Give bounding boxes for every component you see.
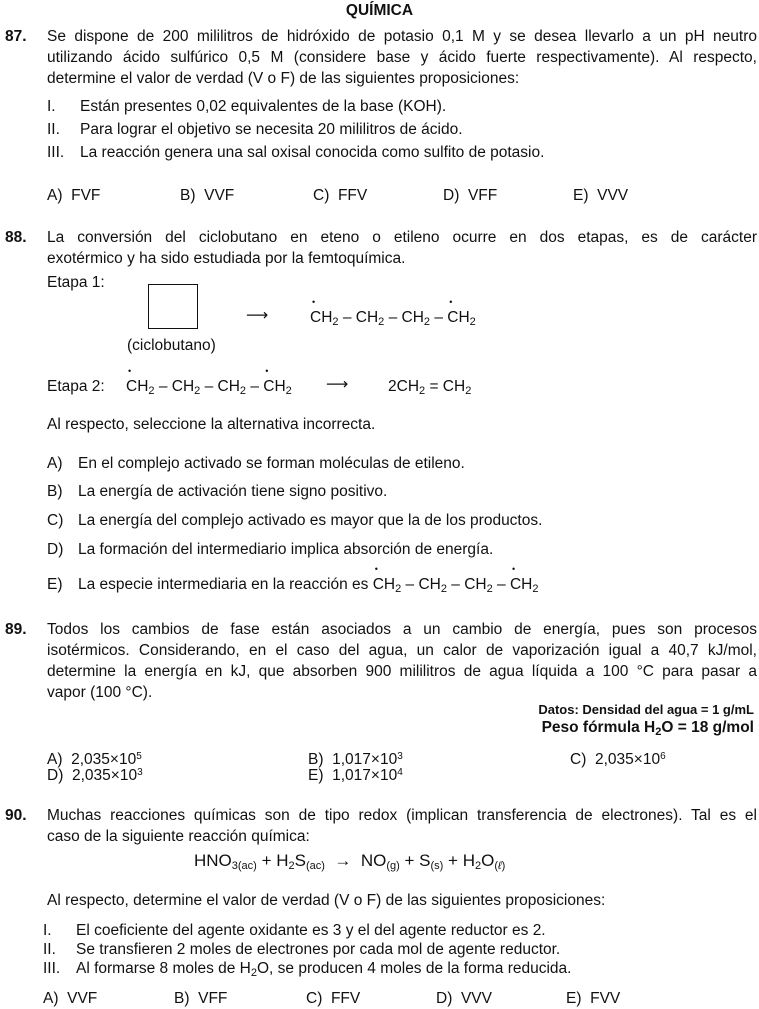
diradical-chain: • $CH_2 - CH_2 - CH_2$ – • $CH_2$ <box>373 576 539 593</box>
answer-option[interactable]: A) $2,035\times 10^5$ <box>47 751 142 768</box>
answer-option[interactable]: D) VFF <box>443 187 498 204</box>
text-line: Se dispone de 200 mililitros de hidróxido de potasio 0,1 M y se desea llevarlo a un pH neutro <box>47 28 757 45</box>
question-number: 88. <box>5 229 27 246</box>
answer-option[interactable]: D) VVV <box>436 990 492 1007</box>
ethylene-product: $2CH_2 = CH_2$ <box>388 378 472 397</box>
radical-carbon: • CH <box>510 576 532 594</box>
proposition-number: I. <box>43 922 52 939</box>
answer-option[interactable]: A) VVF <box>43 990 98 1007</box>
question-prompt: Al respecto, determine el valor de verdad (V o F) de las siguientes proposiciones: <box>47 892 606 909</box>
datos-formula-weight: Peso fórmula $H_2O = 18$ g/mol <box>541 719 754 738</box>
text-line: determine el valor de verdad (V o F) de las siguientes proposiciones: <box>47 70 520 87</box>
proposition-text: Están presentes 0,02 equivalentes de la base (KOH). <box>80 98 447 115</box>
proposition-text: Para lograr el objetivo se necesita 20 mililitros de ácido. <box>80 121 463 138</box>
radical-carbon: • CH <box>447 309 469 327</box>
proposition-number: III. <box>47 144 65 161</box>
redox-equation: $HNO_{3(ac)} + H_2S_{(ac)} \to NO_{(g)} + S_{(s)} + H_2O_{(\ell)}$ <box>194 851 506 872</box>
datos-density: Datos: Densidad del agua = 1 g/mL <box>538 702 754 717</box>
answer-option[interactable]: E) FVV <box>566 990 621 1007</box>
text-line: Todos los cambios de fase están asociados a un cambio de energía, pues son procesos <box>47 621 757 638</box>
proposition-number: III. <box>43 960 61 977</box>
text-line: caso de la siguiente reacción química: <box>47 828 310 845</box>
answer-option-letter[interactable]: E) <box>47 576 63 593</box>
text-line: La conversión del ciclobutano en eteno o etileno ocurre en dos etapas, es de carácter <box>47 229 757 246</box>
question-90-text <box>47 805 757 847</box>
proposition-number: I. <box>47 98 56 115</box>
answer-option[interactable]: C) $2,035\times 10^6$ <box>570 751 666 768</box>
answer-option-letter[interactable]: D) <box>47 541 64 558</box>
text-line: determine la energía en kJ, que absorben 900 mililitros de agua líquida a 100 °C para pasar a <box>47 663 757 680</box>
answer-option-text[interactable]: La especie intermediaria en la reacción es • $CH_2 - CH_2 - CH_2$ – • $CH_2$ <box>78 576 538 595</box>
proposition-text: Se transfieren 2 moles de electrones por cada mol de agente reductor. <box>76 941 561 958</box>
answer-option-text[interactable]: La formación del intermediario implica absorción de energía. <box>78 541 494 558</box>
proposition-number: II. <box>47 121 60 138</box>
proposition-text: La reacción genera una sal oxisal conocida como sulfito de potasio. <box>80 144 545 161</box>
answer-option[interactable]: B) VVF <box>180 187 235 204</box>
cyclobutane-square <box>148 284 198 329</box>
text-line: exotérmico y ha sido estudiada por la femtoquímica. <box>47 250 406 267</box>
question-89-text <box>47 619 757 703</box>
answer-option-letter[interactable]: B) <box>47 483 63 500</box>
text-line: isotérmicos. Considerando, en el caso del agua, un calor de vaporización igual a 40,7 kJ/mol, <box>47 642 757 659</box>
diradical-chain: • $CH_2 - CH_2 - CH_2$ – • $CH_2$ <box>126 378 292 397</box>
question-number: 89. <box>5 621 27 638</box>
ciclobutano-label: (ciclobutano) <box>127 337 216 354</box>
etapa-1-label: Etapa 1: <box>47 274 105 291</box>
answer-option-text[interactable]: La energía de activación tiene signo positivo. <box>78 483 388 500</box>
diradical-chain: • $CH_2 - CH_2 - CH_2$ – • $CH_2$ <box>310 309 476 328</box>
answer-option[interactable]: C) FFV <box>306 990 361 1007</box>
answer-option-text[interactable]: En el complejo activado se forman moléculas de etileno. <box>78 455 465 472</box>
etapa-2-label: Etapa 2: <box>47 378 105 395</box>
question-number: 90. <box>5 807 27 824</box>
answer-option[interactable]: A) FVF <box>47 187 101 204</box>
answer-option[interactable]: B) VFF <box>174 990 228 1007</box>
question-88-text <box>47 227 757 269</box>
question-number: 87. <box>5 28 27 45</box>
reaction-arrow: ⟶ <box>326 376 349 393</box>
answer-option-letter[interactable]: A) <box>47 455 63 472</box>
text-line: Muchas reacciones químicas son de tipo redox (implican transferencia de electrones). Tal es el <box>47 807 757 824</box>
answer-option[interactable]: E) $1,017\times 10^4$ <box>308 767 403 784</box>
answer-option[interactable]: C) FFV <box>313 187 368 204</box>
answer-option[interactable]: E) VVV <box>573 187 629 204</box>
proposition-text: Al formarse 8 moles de $H_2O$, se producen 4 moles de la forma reducida. <box>76 960 572 979</box>
question-prompt: Al respecto, seleccione la alternativa incorrecta. <box>47 416 376 433</box>
answer-option[interactable]: D) $2,035\times 10^3$ <box>47 767 143 784</box>
proposition-text: El coeficiente del agente oxidante es 3 y el del agente reductor es 2. <box>76 922 546 939</box>
reaction-arrow: ⟶ <box>246 307 269 324</box>
radical-carbon: • CH <box>126 378 148 396</box>
radical-carbon: • CH <box>310 309 332 327</box>
text-line: vapor (100 °C). <box>47 684 153 701</box>
answer-option-text[interactable]: La energía del complejo activado es mayor que la de los productos. <box>78 512 543 529</box>
text-line: utilizando ácido sulfúrico 0,5 M (considere base y ácido fuerte respectivamente). Al respecto, <box>47 49 757 66</box>
page-title: QUÍMICA <box>345 2 414 19</box>
answer-option[interactable]: B) $1,017\times 10^3$ <box>308 751 403 768</box>
radical-carbon: • CH <box>263 378 285 396</box>
question-87-text <box>47 26 757 89</box>
radical-carbon: • CH <box>373 576 395 594</box>
proposition-number: II. <box>43 941 56 958</box>
answer-option-letter[interactable]: C) <box>47 512 64 529</box>
